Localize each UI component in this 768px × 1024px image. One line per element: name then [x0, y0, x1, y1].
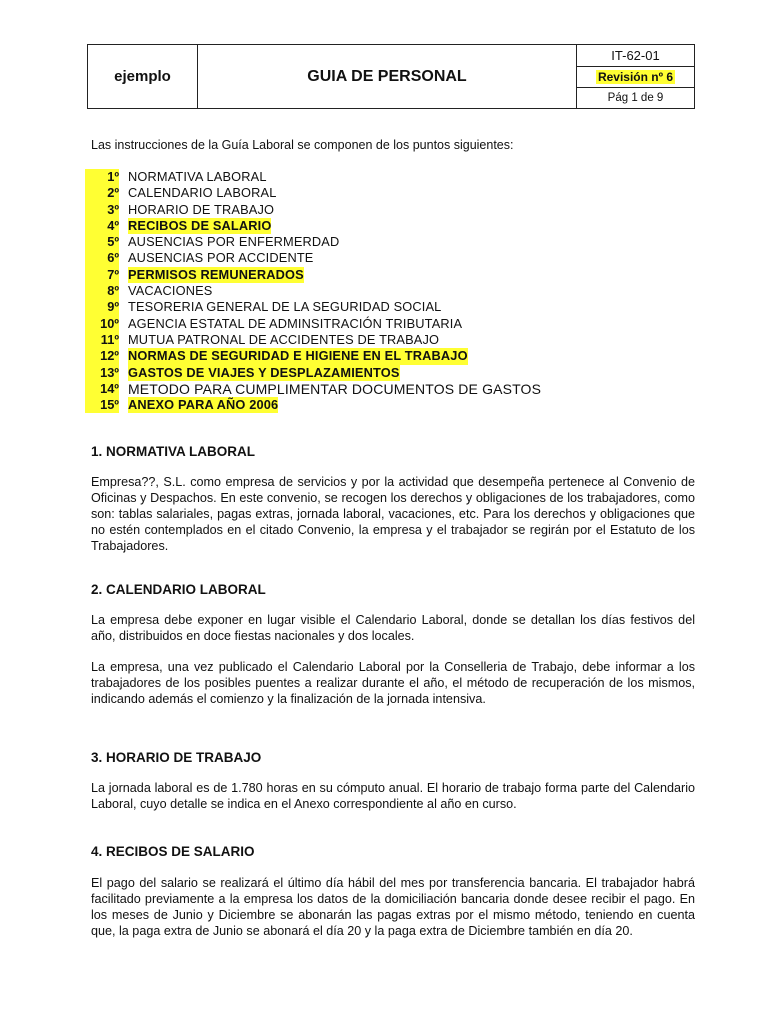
index-label: MUTUA PATRONAL DE ACCIDENTES DE TRABAJO: [128, 331, 440, 347]
index-label: HORARIO DE TRABAJO: [128, 201, 275, 217]
section-horario-trabajo: [91, 750, 695, 812]
header-company: ejemplo: [88, 45, 198, 108]
index-number: 5º: [85, 234, 119, 250]
index-label: TESORERIA GENERAL DE LA SEGURIDAD SOCIAL: [128, 299, 442, 315]
index-label: PERMISOS REMUNERADOS: [128, 266, 304, 282]
index-number: 13º: [85, 365, 119, 381]
index-label: CALENDARIO LABORAL: [128, 185, 277, 201]
index-number: 3º: [85, 202, 119, 218]
section-heading: 1. NORMATIVA LABORAL: [91, 444, 255, 459]
header-page: Pág 1 de 9: [607, 91, 664, 104]
index-item: [85, 365, 685, 381]
index-label: AGENCIA ESTATAL DE ADMINSITRACIÓN TRIBUTARIA: [128, 315, 463, 331]
index-label: AUSENCIAS POR ENFERMERDAD: [128, 234, 340, 250]
section-heading: 4. RECIBOS DE SALARIO: [91, 844, 255, 859]
index-number: 12º: [85, 348, 119, 364]
index-item: [85, 381, 685, 397]
index-item: [85, 316, 685, 332]
index-item: [85, 185, 685, 201]
index-number: 14º: [85, 381, 119, 397]
index-label: METODO PARA CUMPLIMENTAR DOCUMENTOS DE GASTOS: [128, 380, 542, 397]
index-number: 8º: [85, 283, 119, 299]
index-label: AUSENCIAS POR ACCIDENTE: [128, 250, 314, 266]
index-number: 1º: [85, 169, 119, 185]
index-item: [85, 218, 685, 234]
header-revision: [577, 66, 694, 88]
index-number: 4º: [85, 218, 119, 234]
section-paragraph: La empresa debe exponer en lugar visible el Calendario Laboral, donde se detallan los días festivos del año, distribuidos en doce fiestas nacionales y dos locales.: [91, 613, 695, 643]
section-heading: 2. CALENDARIO LABORAL: [91, 582, 266, 597]
index-number: 9º: [85, 299, 119, 315]
index-item: [85, 332, 685, 348]
index-item: [85, 250, 685, 266]
header-revision-label: Revisión nº 6: [597, 69, 674, 84]
contents-index: [85, 169, 685, 413]
header-title: GUIA DE PERSONAL: [198, 45, 577, 108]
index-label: RECIBOS DE SALARIO: [128, 217, 272, 233]
index-item: [85, 234, 685, 250]
index-number: 10º: [85, 316, 119, 332]
index-label: ANEXO PARA AÑO 2006: [128, 397, 279, 413]
section-heading: 3. HORARIO DE TRABAJO: [91, 750, 262, 765]
section-recibos-salario: [91, 844, 695, 939]
index-item: [85, 169, 685, 185]
index-item: [85, 283, 685, 299]
index-number: 11º: [85, 332, 119, 348]
index-item: [85, 202, 685, 218]
index-number: 7º: [85, 267, 119, 283]
index-item: [85, 267, 685, 283]
section-calendario-laboral: [91, 582, 695, 707]
index-label: NORMAS DE SEGURIDAD E HIGIENE EN EL TRABAJO: [128, 348, 468, 364]
section-normativa-laboral: [91, 444, 695, 554]
index-item: [85, 348, 685, 364]
section-paragraph: La jornada laboral es de 1.780 horas en su cómputo anual. El horario de trabajo forma parte del Calendario Laboral, cuyo detalle se indica en el Anexo correspondiente al año en curso.: [91, 781, 695, 811]
intro-text: Las instrucciones de la Guía Laboral se componen de los puntos siguientes:: [91, 138, 514, 152]
index-number: 15º: [85, 397, 119, 413]
section-paragraph: Empresa??, S.L. como empresa de servicios y por la actividad que desempeña pertenece al Convenio de Oficinas y Despachos. En este convenio, se recogen los derechos y obligaciones de los trabajadores, como son: tablas salariales, pagas extras, jornada laboral, vacaciones, etc. Para los derechos y obligaciones que no estén contemplados en el citado Convenio, la empresa y el trabajador se regirán por el Estatuto de los Trabajadores.: [91, 475, 695, 553]
document-header: [87, 44, 695, 109]
section-paragraph: El pago del salario se realizará el último día hábil del mes por transferencia bancaria. El trabajador habrá facilitado previamente a la empresa los datos de la domiciliación bancaria donde desee recibir el pago. En los meses de Junio y Diciembre se abonarán las pagas extras por el mismo método, teniendo en cuenta que, la paga extra de Junio se abonará el día 20 y la paga extra de Diciembre también en día 20.: [91, 876, 695, 938]
index-label: NORMATIVA LABORAL: [128, 169, 267, 184]
index-label: VACACIONES: [128, 283, 213, 299]
index-number: 2º: [85, 185, 119, 201]
index-label: GASTOS DE VIAJES Y DESPLAZAMIENTOS: [128, 364, 400, 380]
section-paragraph: La empresa, una vez publicado el Calendario Laboral por la Conselleria de Trabajo, debe informar a los trabajadores de los posibles puentes a realizar durante el año, el método de recuperación de los mismos, indicando además el comienzo y la finalización de la jornada intensiva.: [91, 660, 695, 706]
header-code: IT-62-01: [577, 45, 694, 67]
index-number: 6º: [85, 250, 119, 266]
index-item: [85, 397, 685, 413]
index-item: [85, 299, 685, 315]
